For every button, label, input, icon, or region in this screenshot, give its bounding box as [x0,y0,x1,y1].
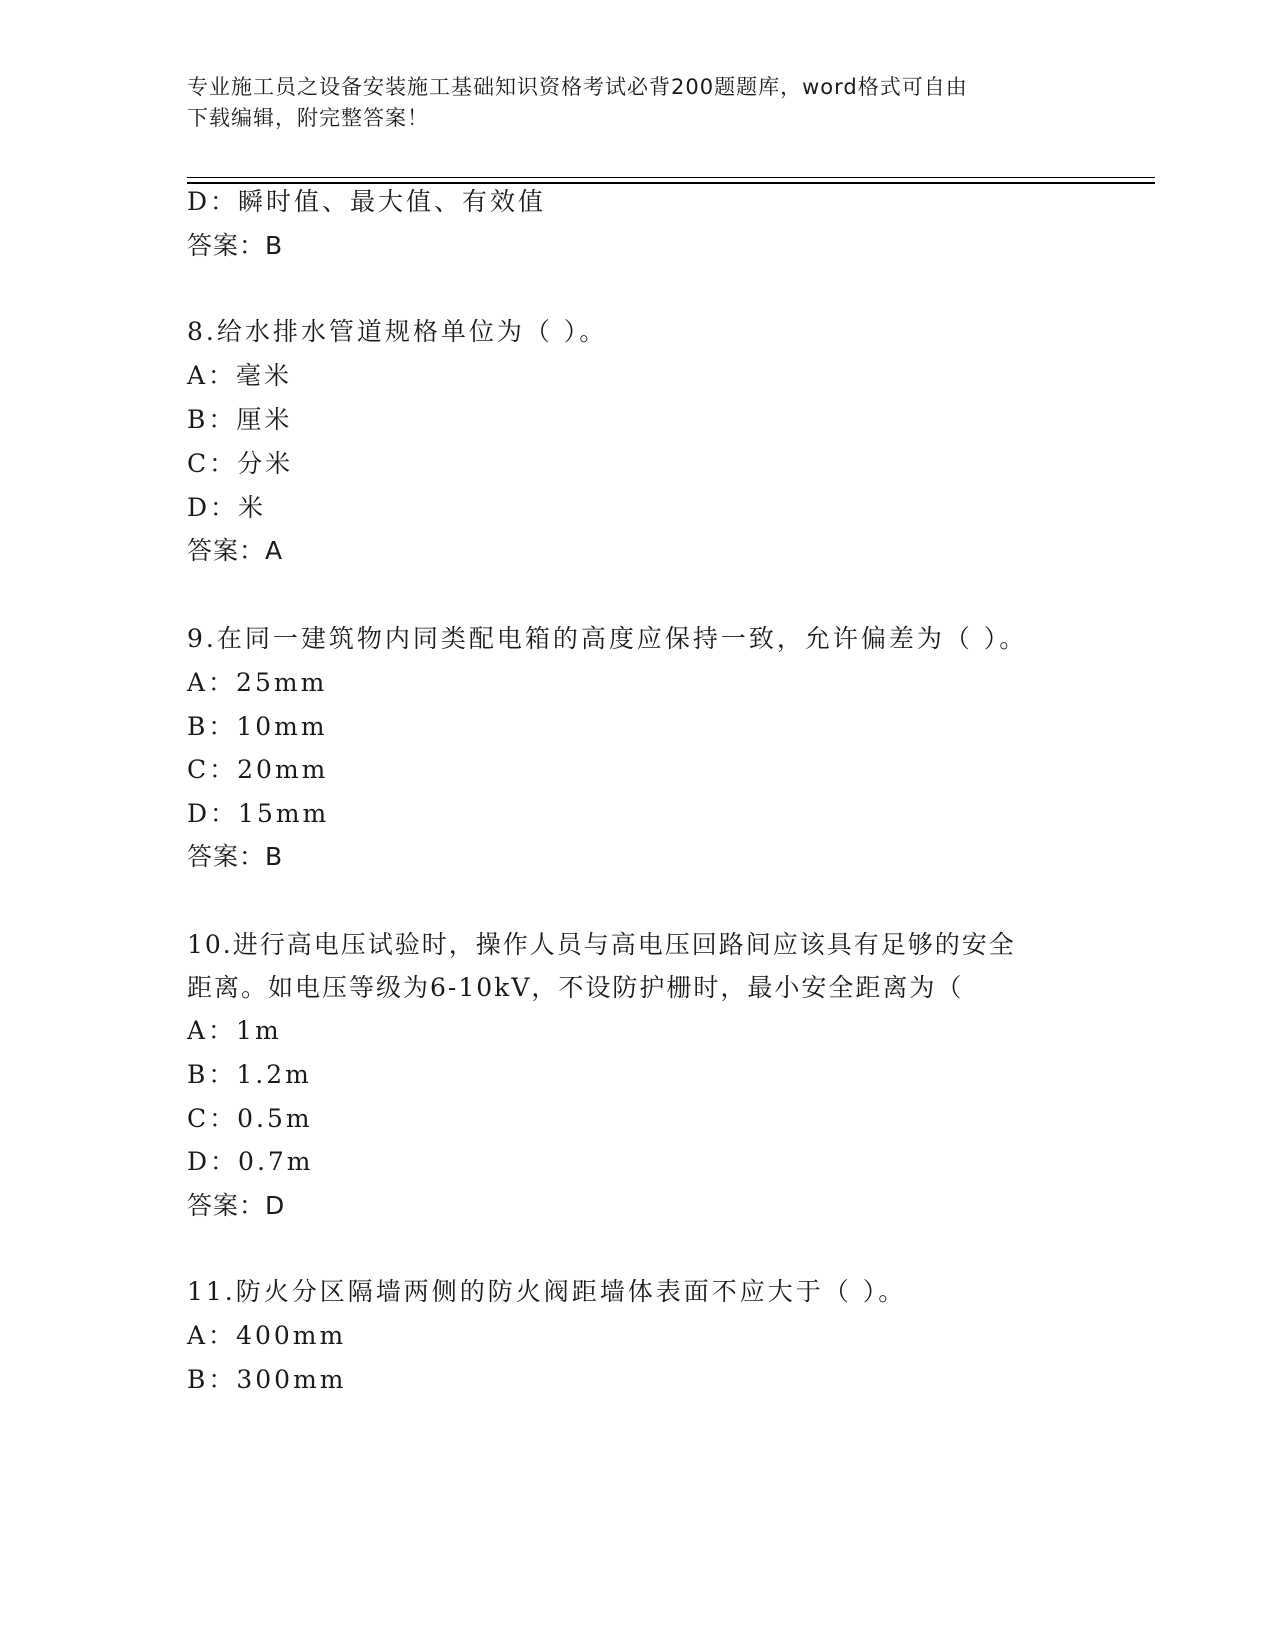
q9-stem: 9.在同一建筑物内同类配电箱的高度应保持一致，允许偏差为（ ）。 [187,624,1028,653]
q8-option-a: A：毫米 [187,361,293,390]
header-line-2: 下载编辑，附完整答案！ [187,106,429,130]
q8-stem: 8.给水排水管道规格单位为（ ）。 [187,317,608,346]
q8-option-c: C：分米 [187,449,294,478]
q8-option-d: D：米 [187,493,267,522]
header-line-1: 专业施工员之设备安装施工基础知识资格考试必背200题题库，word格式可自由 [187,75,968,99]
q9-answer: 答案：B [187,842,284,871]
header-divider-thick [187,182,1155,184]
q9-option-b: B：10mm [187,712,328,741]
q10-answer: 答案：D [187,1191,286,1220]
q9-option-d: D：15mm [187,799,330,828]
q9-option-c: C：20mm [187,755,329,784]
q9-option-a: A：25mm [187,668,328,697]
q11-option-b: B：300mm [187,1365,347,1394]
q10-option-c: C：0.5m [187,1104,313,1133]
prev-answer: 答案：B [187,231,284,260]
q8-answer: 答案：A [187,536,284,565]
header-divider-thin [187,177,1155,178]
q10-option-b: B：1.2m [187,1060,312,1089]
q10-option-d: D：0.7m [187,1147,314,1176]
q11-stem: 11.防火分区隔墙两侧的防火阀距墙体表面不应大于（ ）。 [187,1277,907,1306]
q8-option-b: B：厘米 [187,405,293,434]
q10-option-a: A：1m [187,1016,282,1045]
q10-stem-line-1: 10.进行高电压试验时，操作人员与高电压回路间应该具有足够的安全 [187,930,1016,959]
prev-option-d: D：瞬时值、最大值、有效值 [187,187,547,216]
q11-option-a: A：400mm [187,1321,347,1350]
document-header [187,72,1067,134]
q10-stem-line-2: 距离。如电压等级为6-10kV，不设防护栅时，最小安全距离为（ [187,973,964,1002]
